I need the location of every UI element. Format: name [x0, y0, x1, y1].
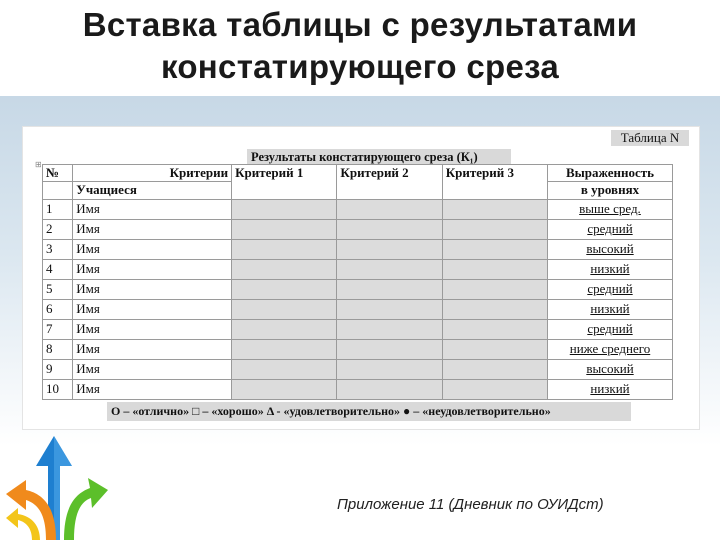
row-num: 4 [43, 260, 73, 280]
row-crit3 [442, 360, 547, 380]
row-crit3 [442, 300, 547, 320]
header-students: Учащиеся [73, 182, 232, 200]
row-num: 8 [43, 340, 73, 360]
row-crit3 [442, 200, 547, 220]
results-table [42, 164, 673, 400]
row-crit2 [337, 260, 442, 280]
document-snapshot [22, 126, 700, 430]
row-num: 2 [43, 220, 73, 240]
row-crit2 [337, 280, 442, 300]
level-value: средний [587, 321, 633, 336]
row-num: 9 [43, 360, 73, 380]
row-crit3 [442, 240, 547, 260]
row-crit1 [232, 300, 337, 320]
row-name: Имя [73, 280, 232, 300]
row-crit2 [337, 220, 442, 240]
table-row [43, 340, 673, 360]
row-name: Имя [73, 300, 232, 320]
row-num: 7 [43, 320, 73, 340]
row-crit2 [337, 380, 442, 400]
row-level [548, 300, 673, 320]
row-crit1 [232, 260, 337, 280]
row-level [548, 240, 673, 260]
row-crit2 [337, 360, 442, 380]
table-row [43, 380, 673, 400]
row-crit3 [442, 380, 547, 400]
table-row [43, 200, 673, 220]
level-value: низкий [590, 261, 630, 276]
table-row [43, 240, 673, 260]
row-crit1 [232, 380, 337, 400]
row-num: 10 [43, 380, 73, 400]
table-label: Таблица N [611, 130, 689, 146]
level-value: выше сред. [579, 201, 641, 216]
level-value: средний [587, 221, 633, 236]
row-crit3 [442, 280, 547, 300]
row-crit3 [442, 260, 547, 280]
table-row [43, 300, 673, 320]
level-value: низкий [590, 301, 630, 316]
level-value: высокий [586, 361, 634, 376]
growth-arrows-logo-icon [4, 428, 116, 540]
row-num: 1 [43, 200, 73, 220]
table-row [43, 260, 673, 280]
row-level [548, 320, 673, 340]
row-name: Имя [73, 200, 232, 220]
row-crit1 [232, 360, 337, 380]
row-num: 5 [43, 280, 73, 300]
slide-title-line1: Вставка таблицы с результатами [82, 6, 638, 43]
row-crit2 [337, 340, 442, 360]
header-row-top [43, 165, 673, 182]
header-num: № [43, 165, 73, 182]
row-name: Имя [73, 340, 232, 360]
row-name: Имя [73, 360, 232, 380]
row-crit1 [232, 340, 337, 360]
row-num: 6 [43, 300, 73, 320]
row-crit1 [232, 280, 337, 300]
row-crit2 [337, 200, 442, 220]
row-crit1 [232, 220, 337, 240]
row-level [548, 260, 673, 280]
row-level [548, 200, 673, 220]
header-level-line2: в уровнях [548, 182, 673, 200]
row-level [548, 360, 673, 380]
table-title: Результаты констатирующего среза (К₁) [247, 149, 511, 165]
slide-title-line2: констатирующего среза [160, 48, 560, 85]
header-num-empty [43, 182, 73, 200]
row-crit2 [337, 240, 442, 260]
footer-appendix-note: Приложение 11 (Дневник по ОУИДст) [337, 496, 604, 513]
row-name: Имя [73, 220, 232, 240]
row-level [548, 220, 673, 240]
row-name: Имя [73, 380, 232, 400]
table-row [43, 360, 673, 380]
level-value: средний [587, 281, 633, 296]
row-crit3 [442, 220, 547, 240]
row-crit1 [232, 240, 337, 260]
table-row [43, 220, 673, 240]
row-level [548, 380, 673, 400]
header-crit2: Критерий 2 [337, 165, 442, 200]
row-crit1 [232, 200, 337, 220]
header-criteria: Критерии [73, 165, 232, 182]
table-row [43, 320, 673, 340]
row-name: Имя [73, 320, 232, 340]
level-value: низкий [590, 381, 630, 396]
row-num: 3 [43, 240, 73, 260]
row-crit1 [232, 320, 337, 340]
row-crit2 [337, 320, 442, 340]
row-level [548, 280, 673, 300]
header-crit1: Критерий 1 [232, 165, 337, 200]
table-move-handle-icon: ⊞ [35, 160, 42, 169]
row-name: Имя [73, 240, 232, 260]
row-crit3 [442, 340, 547, 360]
header-crit3: Критерий 3 [442, 165, 547, 200]
row-name: Имя [73, 260, 232, 280]
row-crit2 [337, 300, 442, 320]
table-legend: О – «отлично» □ – «хорошо» Δ - «удовлетворительно» ● – «неудовлетворительно» [107, 402, 631, 421]
slide-title [0, 4, 720, 88]
level-value: высокий [586, 241, 634, 256]
table-row [43, 280, 673, 300]
level-value: ниже среднего [569, 341, 651, 356]
header-level-line1: Выраженность [548, 165, 673, 182]
row-level [548, 340, 673, 360]
row-crit3 [442, 320, 547, 340]
